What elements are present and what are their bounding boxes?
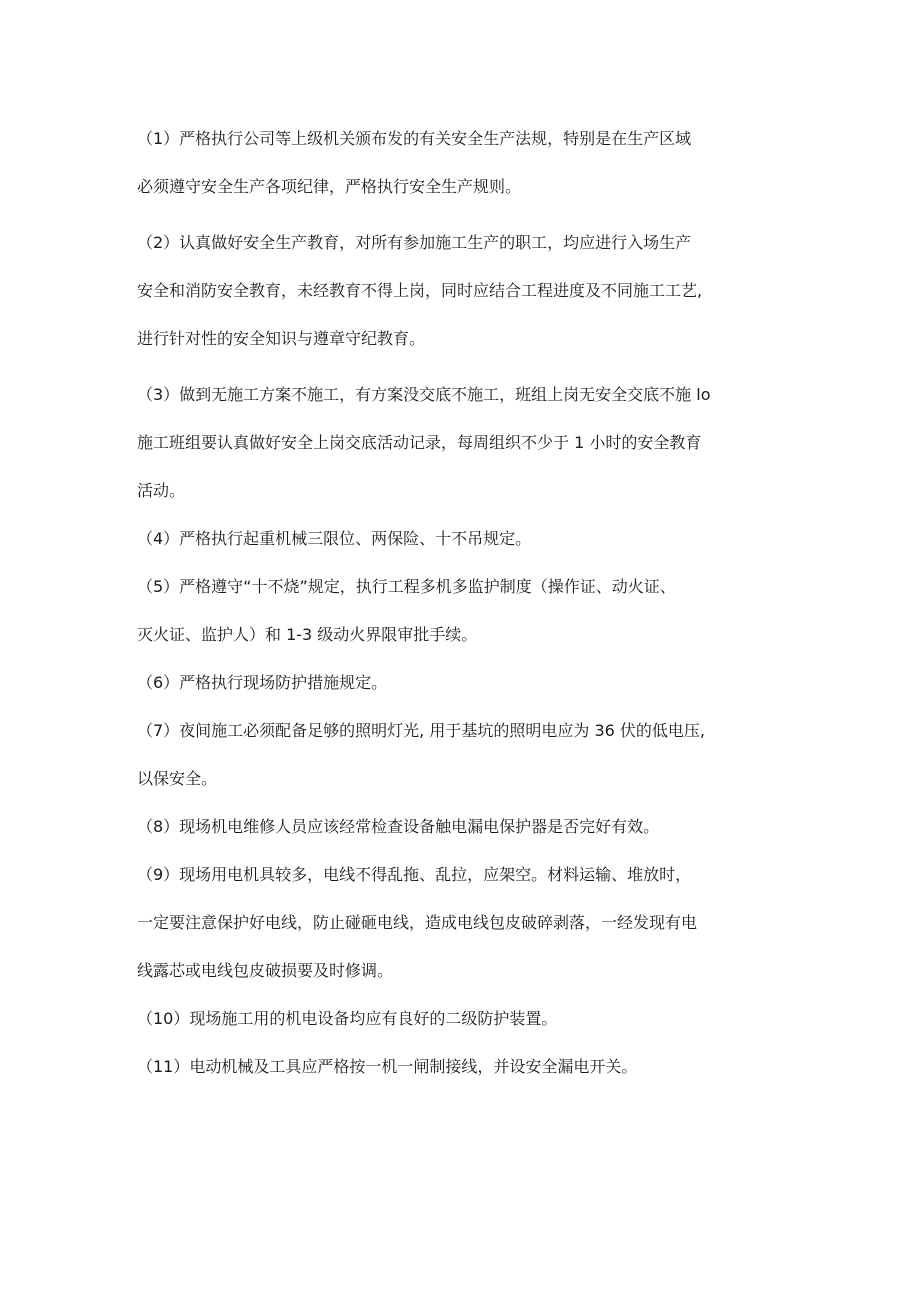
paragraph-line: （1）严格执行公司等上级机关颁布发的有关安全生产法规，特别是在生产区域 bbox=[137, 129, 692, 148]
paragraph-line: （3）做到无施工方案不施工，有方案没交底不施工，班组上岗无安全交底不施 lo bbox=[137, 385, 711, 404]
paragraph-item-1 bbox=[137, 115, 797, 211]
paragraph-line: （7）夜间施工必须配备足够的照明灯光, 用于基坑的照明电应为 36 伏的低电压, bbox=[137, 721, 705, 740]
paragraph-line: （11）电动机械及工具应严格按一机一闸制接线，并设安全漏电开关。 bbox=[137, 1057, 638, 1076]
paragraph-line: 进行针对性的安全知识与遵章守纪教育。 bbox=[137, 329, 426, 348]
paragraph-item-11 bbox=[137, 1043, 797, 1091]
paragraph-item-9 bbox=[137, 851, 797, 995]
paragraph-line: （8）现场机电维修人员应该经常检查设备触电漏电保护器是否完好有效。 bbox=[137, 817, 660, 836]
paragraph-line: 必须遵守安全生产各项纪律，严格执行安全生产规则。 bbox=[137, 177, 522, 196]
document-body bbox=[137, 115, 797, 1091]
paragraph-line: 线露芯或电线包皮破损要及时修调。 bbox=[137, 961, 394, 980]
paragraph-item-7 bbox=[137, 707, 797, 803]
paragraph-line: 以保安全。 bbox=[137, 769, 218, 788]
paragraph-line: （4）严格执行起重机械三限位、两保险、十不吊规定。 bbox=[137, 529, 532, 548]
paragraph-line: （9）现场用电机具较多，电线不得乱拖、乱拉，应架空。材料运输、堆放时， bbox=[137, 865, 692, 884]
paragraph-item-2 bbox=[137, 219, 797, 363]
paragraph-item-5 bbox=[137, 563, 797, 659]
paragraph-item-8 bbox=[137, 803, 797, 851]
paragraph-line: 安全和消防安全教育，未经教育不得上岗，同时应结合工程进度及不同施工工艺, bbox=[137, 281, 703, 300]
paragraph-line: 施工班组要认真做好安全上岗交底活动记录，每周组织不少于 1 小时的安全教育 bbox=[137, 433, 702, 452]
paragraph-line: （2）认真做好安全生产教育，对所有参加施工生产的职工，均应进行入场生产 bbox=[137, 233, 692, 252]
paragraph-line: 灭火证、监护人）和 1-3 级动火界限审批手续。 bbox=[137, 625, 478, 644]
paragraph-item-10 bbox=[137, 995, 797, 1043]
paragraph-line: （5）严格遵守“十不烧”规定，执行工程多机多监护制度（操作证、动火证、 bbox=[137, 577, 676, 596]
paragraph-line: （10）现场施工用的机电设备均应有良好的二级防护装置。 bbox=[137, 1009, 558, 1028]
paragraph-line: 活动。 bbox=[137, 481, 186, 500]
paragraph-item-3 bbox=[137, 371, 797, 515]
paragraph-line: （6）严格执行现场防护措施规定。 bbox=[137, 673, 388, 692]
paragraph-item-6 bbox=[137, 659, 797, 707]
paragraph-item-4 bbox=[137, 515, 797, 563]
paragraph-line: 一定要注意保护好电线，防止碰砸电线，造成电线包皮破碎剥落，一经发现有电 bbox=[137, 913, 698, 932]
